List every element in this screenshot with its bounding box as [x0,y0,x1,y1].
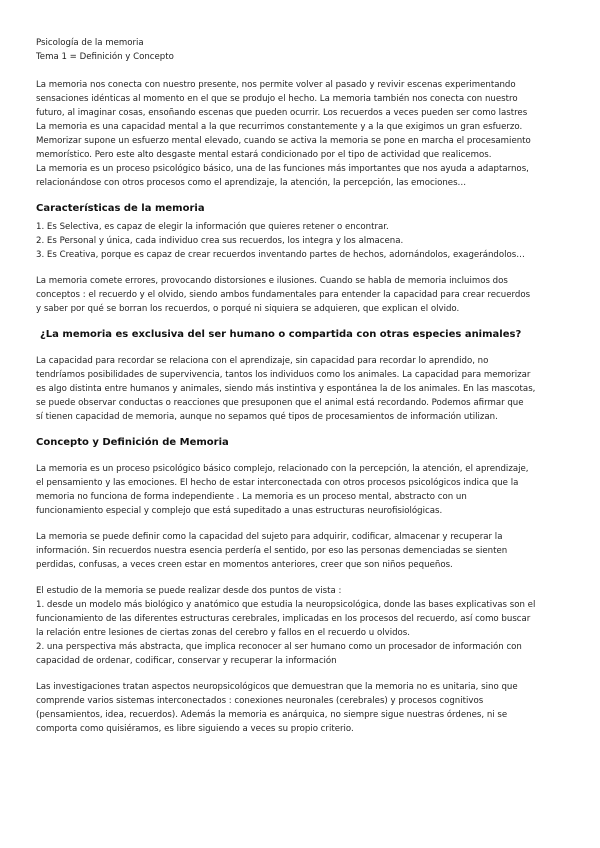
intro-line: La memoria es una capacidad mental a la que recurrimos constantemente y a la que exigimos un gran esfuerzo. [36,122,523,132]
section-heading-characteristics: Características de la memoria [36,203,205,214]
section-heading-definition: Concepto y Definición de Memoria [36,437,229,448]
paragraph-line: El estudio de la memoria se puede realizar desde dos puntos de vista : [36,586,342,596]
intro-line: La memoria es un proceso psicológico básico, una de las funciones más importantes que nos ayuda a adaptarnos, [36,164,529,174]
list-item: 1. Es Selectiva, es capaz de elegir la información que quieres retener o encontrar. [36,222,389,232]
intro-line: futuro, al imaginar cosas, ensoñando escenas que pueden ocurrir. Los recuerdos a veces pueden ser como lastres [36,108,528,118]
paragraph-line: perdidas, confusas, a veces creen estar en momentos anteriores, creer que son niños pequeños. [36,560,453,570]
definition-paragraph-2 [36,530,570,572]
paragraph-line: conceptos : el recuerdo y el olvido, siendo ambos fundamentales para entender la capacidad para crear recuerdos [36,290,531,300]
paragraph-line: capacidad de ordenar, codificar, conservar y recuperar la información [36,656,337,666]
paragraph-line: tendríamos posibilidades de supervivencia, tantos los individuos como los animales. La capacidad para memorizar [36,370,531,380]
intro-line: La memoria nos conecta con nuestro presente, nos permite volver al pasado y revivir escenas experimentando [36,80,516,90]
definition-paragraph-1 [36,462,570,518]
paragraph-line: funcionamiento de las diferentes estructuras cerebrales, implicadas en los procesos del recuerdo, así como buscar [36,614,531,624]
paragraph-line: es algo distinta entre humanos y animales, siendo más instintiva y espontánea la de los animales. En las mascotas, [36,384,536,394]
paragraph-line: memoria no funciona de forma independiente . La memoria es un proceso mental, abstracto con un [36,492,467,502]
intro-line: sensaciones idénticas al momento en el que se produjo el hecho. La memoria también nos conecta con nuestro [36,94,518,104]
section-heading-species: ¿La memoria es exclusiva del ser humano o compartida con otras especies animales? [40,329,522,340]
list-item: 2. Es Personal y única, cada individuo crea sus recuerdos, los integra y los almacena. [36,236,404,246]
paragraph-line: comporta como quisiéramos, es libre siguiendo a veces su propio criterio. [36,724,354,734]
characteristics-list [36,220,570,262]
paragraph-line: comprende varios sistemas interconectados : conexiones neuronales (cerebrales) y procesos cognitivos [36,696,484,706]
species-paragraph [36,354,570,424]
paragraph-line: La memoria se puede definir como la capacidad del sujeto para adquirir, codificar, almacenar y recuperar la [36,532,503,542]
list-item: 3. Es Creativa, porque es capaz de crear recuerdos inventando partes de hechos, adornándolos, exagerándolos… [36,250,525,260]
paragraph-line: el pensamiento y las emociones. El hecho de estar interconectada con otros procesos psicológicos indica que la [36,478,519,488]
definition-paragraph-3 [36,584,570,668]
paragraph-line: información. Sin recuerdos nuestra esencia perdería el sentido, por eso las personas demenciadas se sienten [36,546,508,556]
paragraph-line: (pensamientos, idea, recuerdos). Además la memoria es anárquica, no siempre sigue nuestras órdenes, ni se [36,710,508,720]
paragraph-line: funcionamiento especial y complejo que está supeditado a unas estructuras neurofisiológicas. [36,506,443,516]
intro-line: memorístico. Pero este alto desgaste mental estará condicionado por el tipo de actividad que realicemos. [36,150,492,160]
paragraph-line: La memoria comete errores, provocando distorsiones e ilusiones. Cuando se habla de memoria incluimos dos [36,276,508,286]
paragraph-line: la relación entre lesiones de ciertas zonas del cerebro y fallos en el recuerdo u olvidos. [36,628,411,638]
paragraph-line: Las investigaciones tratan aspectos neuropsicológicos que demuestran que la memoria no es unitaria, sino que [36,682,518,692]
errors-paragraph [36,274,570,316]
paragraph-line: se puede observar conductas o reacciones que presuponen que el animal está recordando. Podemos afirmar que [36,398,524,408]
paragraph-line: La capacidad para recordar se relaciona con el aprendizaje, sin capacidad para recordar lo aprendido, no [36,356,489,366]
intro-line: relacionándose con otros procesos como el aprendizaje, la atención, la percepción, las emociones… [36,178,467,188]
paragraph-line: y saber por qué se borran los recuerdos, o porqué ni siquiera se adquieren, que explican el olvido. [36,304,460,314]
intro-paragraph [36,78,570,190]
paragraph-line: sí tienen capacidad de memoria, aunque no sepamos qué tipos de procesamientos de información utilizan. [36,412,498,422]
paragraph-line: La memoria es un proceso psicológico básico complejo, relacionado con la percepción, la atención, el aprendizaje, [36,464,529,474]
topic-title: Tema 1 = Definición y Concepto [36,52,174,62]
paragraph-line: 1. desde un modelo más biológico y anatómico que estudia la neuropsicológica, donde las bases explicativas son el [36,600,536,610]
subject-title: Psicología de la memoria [36,38,144,48]
paragraph-line: 2. una perspectiva más abstracta, que implica reconocer al ser humano como un procesador de información con [36,642,522,652]
document-header [36,36,570,64]
intro-line: Memorizar supone un esfuerzo mental elevado, cuando se activa la memoria se pone en marcha el procesamiento [36,136,531,146]
definition-paragraph-4 [36,680,570,736]
